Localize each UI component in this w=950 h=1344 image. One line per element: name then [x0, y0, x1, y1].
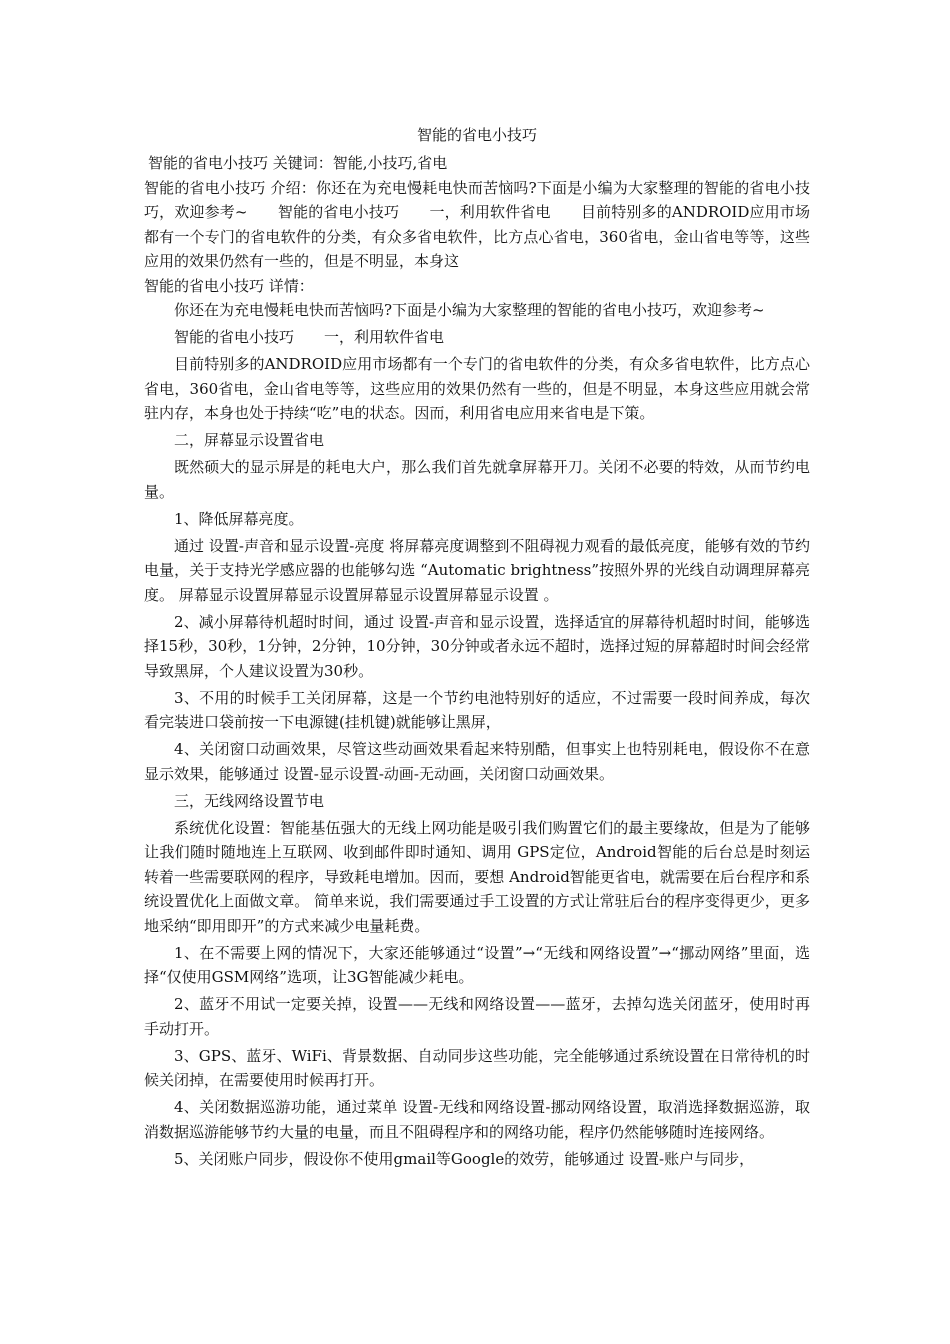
list-item: 3、不用的时候手工关闭屏幕，这是一个节约电池特别好的适应，不过需要一段时间养成，每次看完装进口袋前按一下电源键(挂机键)就能够让黑屏， [144, 688, 810, 731]
list-item: 2、减小屏幕待机超时时间，通过 设置-声音和显示设置，选择适宜的屏幕待机超时时间，能够选择15秒，30秒，1分钟，2分钟，10分钟，30分钟或者永远不超时，选择过短的屏幕超时时间会经常导致黑屏，个人建议设置为30秒。 [144, 612, 810, 680]
document-title: 智能的省电小技巧 [416, 126, 537, 144]
list-item: 4、关闭数据巡游功能，通过菜单 设置-无线和网络设置-挪动网络设置，取消选择数据巡游，取消数据巡游能够节约大量的电量，而且不阻碍程序和的网络功能，程序仍然能够随时连接网络。 [144, 1098, 810, 1141]
section-heading-network: 三，无线网络设置节电 [174, 791, 325, 810]
paragraph: 系统优化设置：智能基伍强大的无线上网功能是吸引我们购置它们的最主要缘故，但是为了能够让我们随时随地连上互联网、收到邮件即时通知、调用 GPS定位，Android智能的后台总是时刻运转着一些需要联网的程序，导致耗电增加。因而，要想 Android智能更省电，就需要在后台程序和系统设置优化上面做文章。 简单来说，我们需要通过手工设置的方式让常驻后台的程序变得更少，更多地采纳“即用即开”的方式来减少电量耗费。 [144, 818, 810, 935]
section-heading-software: 智能的省电小技巧 一，利用软件省电 [174, 328, 445, 346]
paragraph: 你还在为充电慢耗电快而苦恼吗?下面是小编为大家整理的智能的省电小技巧，欢迎参考~ [174, 301, 765, 319]
list-item: 2、蓝牙不用试一定要关掉，设置——无线和网络设置——蓝牙，去掉勾选关闭蓝牙，使用时再手动打开。 [144, 995, 810, 1038]
list-item: 5、关闭账户同步，假设你不使用gmail等Google的效劳，能够通过 设置-账户与同步， [174, 1149, 755, 1168]
keywords-line: 智能的省电小技巧 关键词：智能,小技巧,省电 [148, 154, 448, 172]
list-item: 1、在不需要上网的情况下，大家还能够通过“设置”→“无线和网络设置”→“挪动网络”里面，选择“仅使用GSM网络”选项，让3G智能减少耗电。 [144, 943, 810, 986]
paragraph: 既然硕大的显示屏是的耗电大户，那么我们首先就拿屏幕开刀。关闭不必要的特效，从而节约电量。 [144, 458, 810, 501]
detail-heading: 智能的省电小技巧 详情： [144, 276, 314, 295]
paragraph: 通过 设置-声音和显示设置-亮度 将屏幕亮度调整到不阻碍视力观看的最低亮度，能够有效的节约电量，关于支持光学感应器的也能够勾选 “Automatic brightness”按照外界的光线自动调理屏幕亮度。 屏幕显示设置屏幕显示设置屏幕显示设置屏幕显示设置 。 [144, 536, 810, 604]
intro-summary: 智能的省电小技巧 介绍：你还在为充电慢耗电快而苦恼吗?下面是小编为大家整理的智能的省电小技巧，欢迎参考~ 智能的省电小技巧 一，利用软件省电 目前特别多的ANDROID应用市场都有一个专门的省电软件的分类，有众多省电软件，比方点心省电，360省电，金山省电等等，这些应用的效果仍然有一些的，但是不明显，本身这 [144, 178, 810, 270]
paragraph: 目前特别多的ANDROID应用市场都有一个专门的省电软件的分类，有众多省电软件，比方点心省电，360省电，金山省电等等，这些应用的效果仍然有一些的，但是不明显，本身这些应用就会常驻内存，本身也处于持续“吃”电的状态。因而，利用省电应用来省电是下策。 [144, 355, 810, 422]
section-heading-screen: 二，屏幕显示设置省电 [174, 431, 325, 449]
list-item: 3、GPS、蓝牙、WiFi、背景数据、自动同步这些功能，完全能够通过系统设置在日常待机的时候关闭掉，在需要使用时候再打开。 [144, 1046, 810, 1089]
list-item-heading: 1、降低屏幕亮度。 [174, 509, 304, 528]
list-item: 4、关闭窗口动画效果，尽管这些动画效果看起来特别酷，但事实上也特别耗电，假设你不在意显示效果，能够通过 设置-显示设置-动画-无动画，关闭窗口动画效果。 [144, 740, 810, 783]
